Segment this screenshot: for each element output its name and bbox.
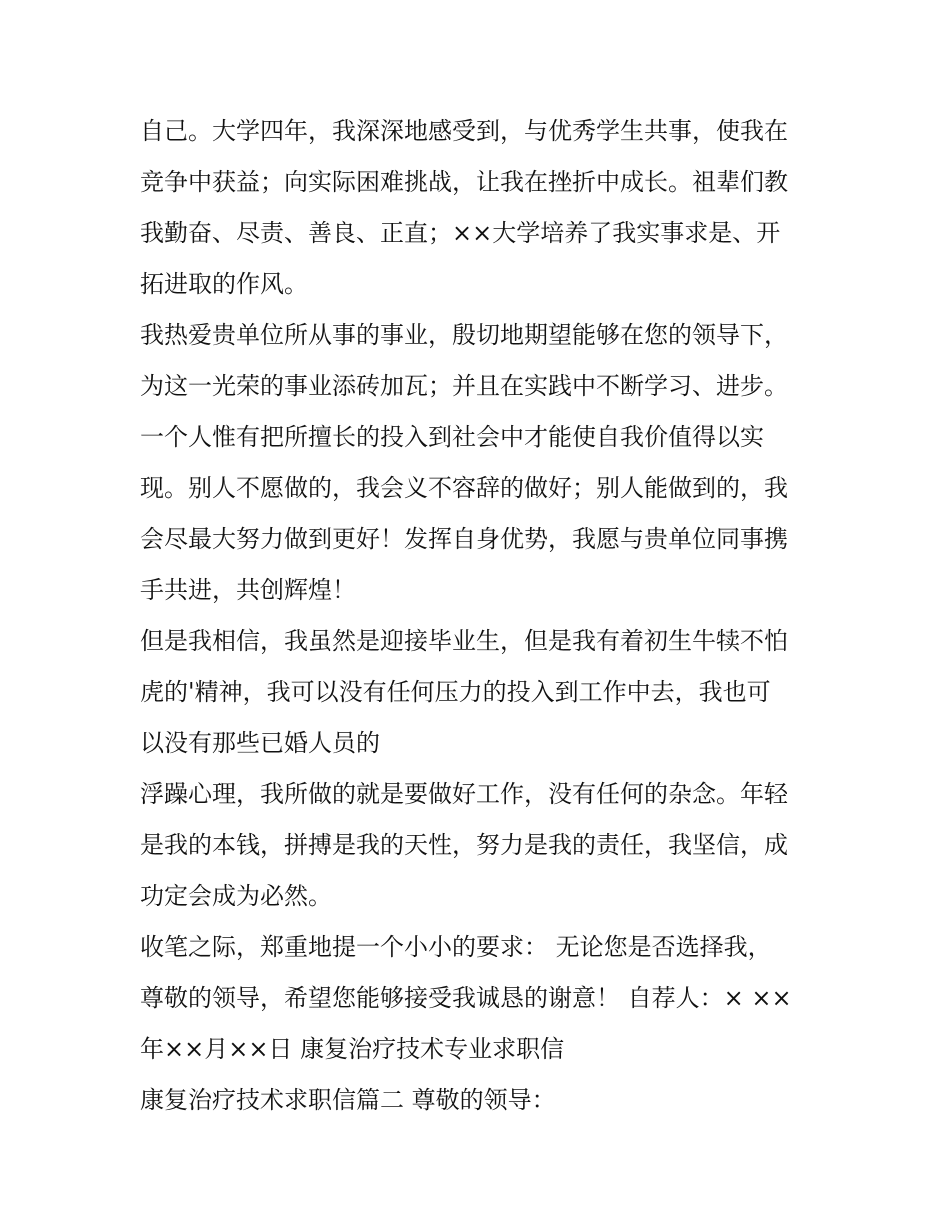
text-line: 年××月××日 康复治疗技术专业求职信 (140, 1035, 565, 1063)
text-line: 功定会成为必然。 (140, 882, 332, 910)
text-line: 一个人惟有把所擅长的投入到社会中才能使自我价值得以实 (140, 423, 764, 451)
text-line: 为这一光荣的事业添砖加瓦；并且在实践中不断学习、进步。 (140, 372, 788, 400)
text-line: 浮躁心理，我所做的就是要做好工作，没有任何的杂念。年轻 (140, 780, 788, 808)
text-line: 虎的'精神，我可以没有任何压力的投入到工作中去，我也可 (140, 678, 771, 706)
text-line: 康复治疗技术求职信篇二 尊敬的领导： (140, 1086, 556, 1114)
text-line: 是我的本钱，拼搏是我的天性，努力是我的责任，我坚信，成 (140, 831, 788, 859)
text-line: 尊敬的领导，希望您能够接受我诚恳的谢意！ 自荐人：× ×× (140, 984, 792, 1012)
text-line: 我勤奋、尽责、善良、正直；××大学培养了我实事求是、开 (140, 219, 781, 247)
text-line: 会尽最大努力做到更好！发挥自身优势，我愿与贵单位同事携 (140, 525, 788, 553)
text-line: 拓进取的作风。 (140, 270, 308, 298)
text-line: 手共进，共创辉煌！ (140, 576, 356, 604)
text-line: 我热爱贵单位所从事的事业，殷切地期望能够在您的领导下， (140, 321, 788, 349)
text-line: 但是我相信，我虽然是迎接毕业生，但是我有着初生牛犊不怕 (140, 627, 788, 655)
text-line: 以没有那些已婚人员的 (140, 729, 380, 757)
text-line: 现。别人不愿做的，我会义不容辞的做好；别人能做到的，我 (140, 474, 788, 502)
letter-body (140, 106, 830, 1126)
text-line: 竞争中获益；向实际困难挑战，让我在挫折中成长。祖辈们教 (140, 168, 788, 196)
text-line: 自己。大学四年，我深深地感受到，与优秀学生共事，使我在 (140, 117, 788, 145)
text-line: 收笔之际，郑重地提一个小小的要求： 无论您是否选择我， (140, 933, 772, 961)
